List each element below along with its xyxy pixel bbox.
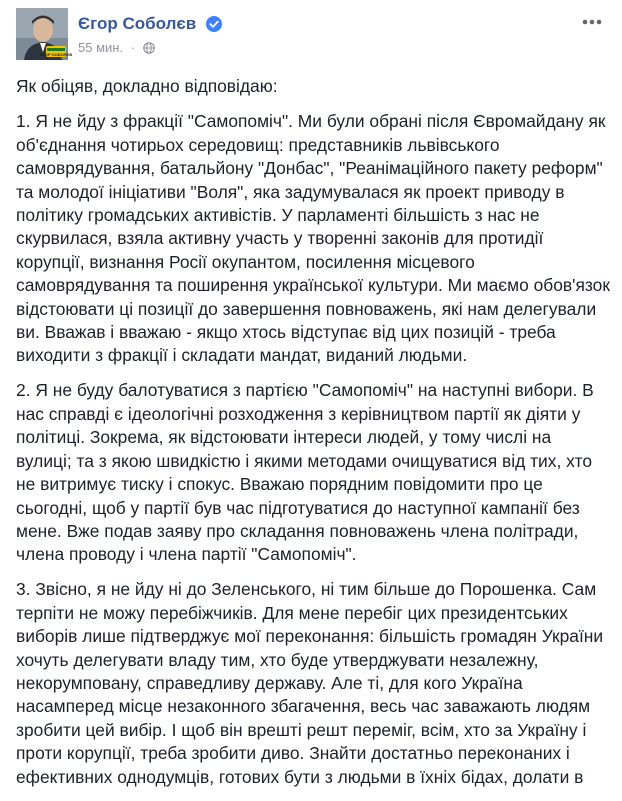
author-name-link[interactable]: Єгор Соболєв [78,14,197,33]
post-timestamp[interactable]: 55 мин. [78,40,124,55]
author-name-row [78,14,222,37]
post-paragraph-1: 1. Я не йду з фракції "Самопоміч". Ми були обрані після Євромайдану як об'єднання чотирьох середовищ: представників львівського самоврядування, батальйону "Донбас", "Реанімаційного пакету реформ" та молодої ініціативи "Воля", яка задумувалася як проект приводу в політику громадських активістів. У парламенті більшість з нас не скурвилася, взяла активну участь у творенні законів для протидії корупції, визнання Росії окупантом, посилення місцевого самоврядування та поширення української культури. Ми маємо обов'язок відстоювати ці позиції до завершення повноважень, які нам делегували ви. Вважав і вважаю - якщо хтось відступає від цих позицій - треба виходити з фракції і складати мандат, виданий людьми. [16,111,610,366]
avatar-caption: ЄГОР СОБОЛЄВ [39,52,73,57]
meta-separator: · [130,40,136,55]
post-meta [78,40,155,57]
post-paragraph-2: 2. Я не буду балотуватися з партією "Самопоміч" на наступні вибори. В нас справді є ідеологічні розходження з керівництвом партії як діяти у політиці. Зокрема, як відстоювати інтереси людей, у тому числі на вулиці; та з якою швидкістю і якими методами очищуватися від тих, хто не витримує тиску і спокус. Вважаю порядним повідомити про це сьогодні, щоб у партії був час підготуватися до наступної кампанії без мене. Вже подав заяву про складання повноважень члена політради, члена проводу і члена партії "Самопоміч". [16,380,594,565]
verified-badge-icon [206,16,222,37]
post-header [16,8,606,60]
post-paragraph-3: 3. Звісно, я не йду ні до Зеленського, ні тим більше до Порошенка. Сам терпіти не можу перебіжчиків. Для мене перебіг цих президентських виборів лише підтверджує мої переконання: більшість громадян України хочуть делегувати владу тим, хто буде утверджувати незалежну, некорумповану, справедливу державу. Але ті, для кого Україна насамперед місце незаконного збагачення, весь час заважають людям зробити цей вибір. І щоб він врешті решт переміг, всім, хто за Україну і проти корупції, треба зробити диво. Знайти достатньо переконаних і ефективних однодумців, готових бути з людьми в їхніх бідах, долати в [16,579,604,787]
globe-icon[interactable] [143,42,155,57]
post-body [16,75,610,801]
avatar-image [16,8,73,60]
more-options-icon[interactable] [578,12,606,32]
avatar[interactable] [16,8,73,60]
post-intro: Як обіцяв, докладно відповідаю: [16,76,278,96]
